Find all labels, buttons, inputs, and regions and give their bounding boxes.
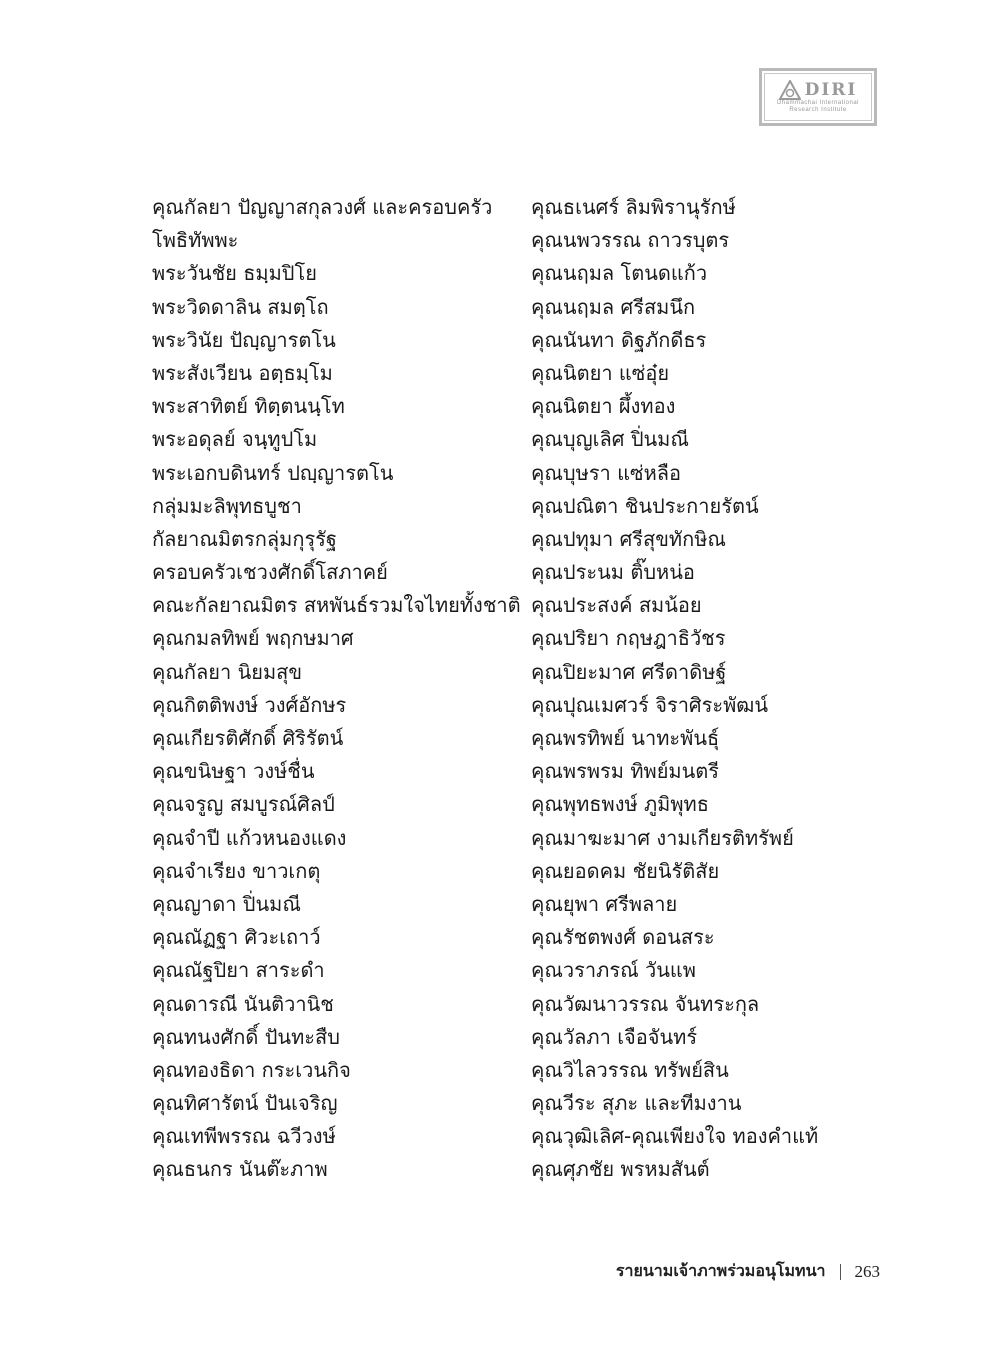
donor-name: คุณพรพรม ทิพย์มนตรี [531, 759, 719, 784]
donor-name: ครอบครัวเชวงศักดิ์โสภาคย์ [152, 560, 388, 585]
donor-name: คุณวัลภา เจือจันทร์ [531, 1024, 698, 1049]
donor-list-right [531, 191, 871, 1187]
donor-name: คุณนิตยา ผึ้งทอง [531, 394, 676, 419]
donor-list-left [152, 191, 522, 1187]
donor-name: คุณณัฐปิยา สาระดำ [152, 958, 325, 983]
donor-name: คุณนฤมล ศรีสมนึก [531, 294, 696, 319]
donor-name: คุณประสงค์ สมน้อย [531, 593, 702, 618]
donor-name: คุณทิศารัตน์ ปันเจริญ [152, 1091, 338, 1116]
logo-subtitle-line1: Dhammachai International [776, 100, 860, 106]
donor-name: คุณปทุมา ศรีสุขทักษิณ [531, 526, 726, 551]
donor-name: คุณบุญเลิศ ปิ่นมณี [531, 427, 689, 452]
section-title: รายนามเจ้าภาพร่วมอนุโมทนา [615, 1261, 826, 1280]
footer-divider [840, 1264, 841, 1280]
donor-name: คุณธเนศร์ ลิมพิรานุรักษ์ [531, 195, 736, 219]
donor-name: คุณขนิษฐา วงษ์ชื่น [152, 759, 315, 784]
donor-name: คุณบุษรา แซ่หลือ [531, 460, 682, 485]
donor-name: คุณนันทา ดิฐภักดีธร [531, 327, 707, 352]
donor-name: คุณยอดคม ชัยนิรัติสัย [531, 858, 720, 883]
donor-name: พระเอกบดินทร์ ปญฺญารตโน [152, 460, 394, 485]
donor-name: คุณพรทิพย์ นาทะพันธุ์ [531, 726, 720, 750]
page-number: 263 [854, 1261, 880, 1281]
logo-frame [764, 73, 872, 121]
donor-name: คุณปุณเมศวร์ จิราศิระพัฒน์ [531, 692, 769, 717]
donor-name: คุณทองธิดา กระเวนกิจ [152, 1057, 351, 1082]
logo-top-row [779, 80, 858, 100]
donor-name: พระวิดดาลิน สมตฺโถ [152, 294, 329, 319]
donor-name: คุณมาฆะมาศ งามเกียรติทรัพย์ [531, 825, 794, 850]
donor-name: คุณวุฒิเลิศ-คุณเพียงใจ ทองคำแท้ [531, 1124, 819, 1149]
donor-name: คุณกมลทิพย์ พฤกษมาศ [152, 626, 354, 651]
donor-name: กลุ่มมะลิพุทธบูชา [152, 493, 302, 518]
donor-name: คุณดารณี นันติวานิช [152, 991, 334, 1016]
donor-name: คุณนฤมล โตนดแก้ว [531, 261, 708, 286]
donor-name: คุณวีระ สุภะ และทีมงาน [531, 1091, 742, 1116]
donor-name: คุณเทพีพรรณ ฉวีวงษ์ [152, 1124, 336, 1149]
donor-name: คุณจำเรียง ขาวเกตุ [152, 858, 321, 883]
donor-name: คณะกัลยาณมิตร สหพันธ์รวมใจไทยทั้งชาติ [152, 593, 521, 618]
donor-name: คุณธนกร นันต๊ะภาพ [152, 1157, 328, 1182]
donor-name: คุณจำปี แก้วหนองแดง [152, 825, 347, 850]
donor-name: คุณปณิตา ชินประกายรัตน์ [531, 493, 759, 518]
donor-name: คุณนิตยา แซ่อุ๋ย [531, 360, 670, 385]
donor-name: คุณประนม ติ๊บหน่อ [531, 560, 695, 585]
donor-name: คุณกัลยา นิยมสุข [152, 659, 303, 684]
donor-name: คุณรัชตพงศ์ ดอนสระ [531, 925, 715, 950]
logo-name: DIRI [804, 80, 858, 100]
donor-name: คุณจรูญ สมบูรณ์ศิลป์ [152, 792, 335, 817]
donor-name: พระสาทิตย์ ทิตฺตนนฺโท [152, 394, 345, 419]
donor-name: คุณพุทธพงษ์ ภูมิพุทธ [531, 792, 709, 817]
donor-name: คุณศุภชัย พรหมสันต์ [531, 1157, 710, 1182]
donor-name: คุณวิไลวรรณ ทรัพย์สิน [531, 1057, 729, 1082]
donor-name: คุณวราภรณ์ วันแพ [531, 958, 696, 983]
donor-name: โพธิทัพพะ [152, 228, 239, 253]
diri-logo [759, 68, 877, 126]
donor-name: คุณวัฒนาวรรณ จันทระกุล [531, 991, 760, 1016]
donor-name: กัลยาณมิตรกลุ่มกุรุรัฐ [152, 526, 337, 551]
logo-subtitle-line2: Research Institute [789, 107, 847, 113]
page-footer [616, 1259, 880, 1284]
triangle-emblem-icon [779, 80, 801, 100]
donor-name: คุณณัฏฐา ศิวะเถาว์ [152, 925, 321, 950]
donor-name: พระวันชัย ธมฺมปิโย [152, 261, 317, 286]
donor-name: พระวินัย ปัญฺญารตโน [152, 327, 336, 352]
donor-name: คุณยุพา ศรีพลาย [531, 891, 678, 916]
donor-name: คุณปริยา กฤษฎาธิวัชร [531, 626, 726, 651]
donor-name: คุณกัลยา ปัญญาสกุลวงศ์ และครอบครัว [152, 195, 493, 219]
donor-name: คุณทนงศักดิ์ ปันทะสืบ [152, 1024, 340, 1049]
donor-name: พระสังเวียน อตฺธมฺโม [152, 360, 333, 385]
donor-name: คุณนพวรรณ ถาวรบุตร [531, 228, 730, 253]
donor-name: พระอดุลย์ จนฺทูปโม [152, 427, 318, 452]
donor-name: คุณเกียรติศักดิ์ ศิริรัตน์ [152, 726, 344, 750]
donor-name: คุณปิยะมาศ ศรีดาดิษฐ์ [531, 659, 727, 684]
donor-name: คุณกิตติพงษ์ วงศ์อักษร [152, 692, 347, 717]
donor-name: คุณญาดา ปิ่นมณี [152, 891, 301, 916]
